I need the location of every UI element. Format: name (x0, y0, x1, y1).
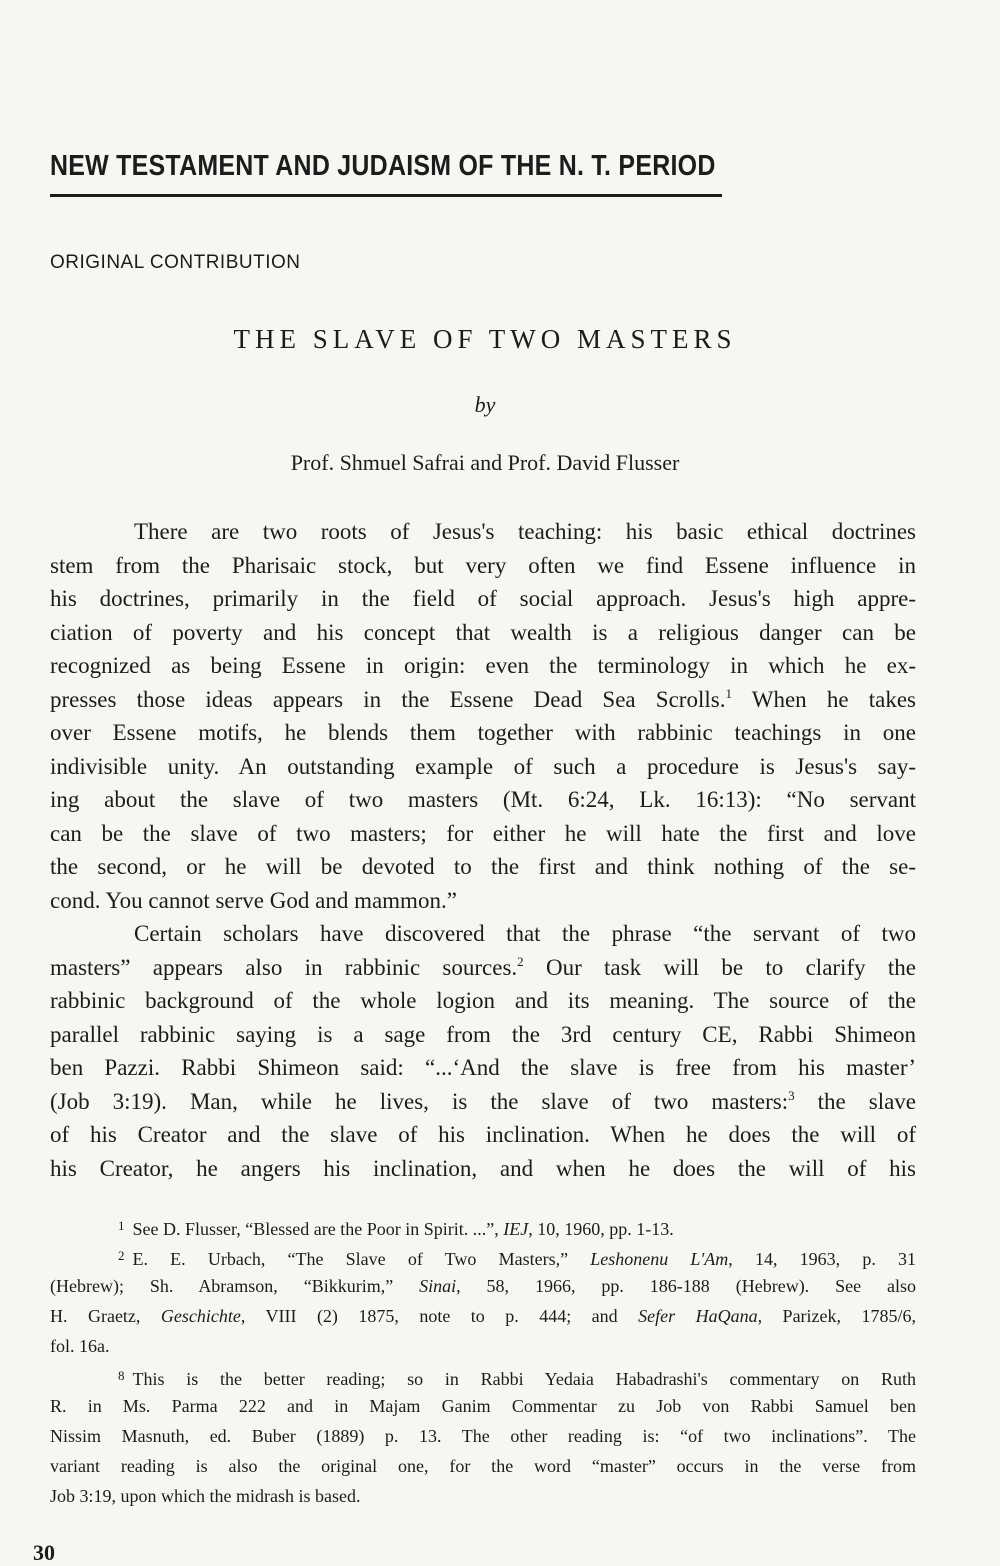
article-body (50, 515, 916, 1185)
footnote-journal: IEJ (503, 1219, 529, 1239)
footnote-line: variant reading is also the original one, for the word “master” occurs in the verse from (50, 1456, 916, 1476)
footnote-mark: 8 (118, 1368, 125, 1383)
footnote-ref-3: 3 (788, 1087, 795, 1103)
body-line: can be the slave of two masters; for either he will hate the first and love (50, 820, 916, 846)
body-text-segment: Our task will be to clarify the (523, 954, 916, 980)
body-line: cond. You cannot serve God and mammon.” (50, 887, 457, 913)
byline-by: by (474, 392, 496, 417)
body-line: Certain scholars have discovered that the phrase “the servant of two (134, 921, 916, 946)
footnote-line: Job 3:19, upon which the midrash is based. (50, 1486, 361, 1506)
footnote-text: , 10, 1960, pp. 1-13. (528, 1219, 674, 1239)
body-line (50, 951, 916, 985)
footnotes (50, 1211, 916, 1511)
body-text-segment: the slave (794, 1088, 916, 1114)
article-title: THE SLAVE OF TWO MASTERS (233, 324, 737, 354)
footnote-text: This is the better reading; so in Rabbi Yedaia Habadrashi's commentary on Ruth (132, 1369, 916, 1389)
footnote-journal: Sinai (419, 1276, 457, 1296)
footnote-text: E. E. Urbach, “The Slave of Two Masters,” (132, 1249, 591, 1269)
body-line: ciation of poverty and his concept that wealth is a religious danger can be (50, 619, 916, 645)
body-line: his Creator, he angers his inclination, and when he does the will of his (50, 1155, 916, 1181)
body-line: his doctrines, primarily in the field of social approach. Jesus's high appre- (50, 586, 916, 611)
footnote-line: fol. 16a. (50, 1336, 110, 1356)
body-line: ing about the slave of two masters (Mt. 6:24, Lk. 16:13): “No servant (50, 787, 916, 812)
footnote-book: Geschichte (160, 1306, 241, 1326)
page-number: 30 (33, 1540, 55, 1565)
footnote-3 (50, 1361, 916, 1391)
footnote-ref-2: 2 (517, 953, 524, 969)
footnote-ref-1: 1 (725, 685, 732, 701)
body-line (50, 683, 916, 717)
body-line: stem from the Pharisaic stock, but very often we find Essene influence in (50, 552, 916, 578)
body-text-segment: masters” appears also in rabbinic sources. (50, 954, 518, 980)
footnote-line: R. in Ms. Parma 222 and in Majam Ganim Commentar zu Job von Rabbi Samuel ben (50, 1396, 916, 1416)
footnote-1 (50, 1211, 916, 1241)
footnote-line (50, 1271, 916, 1301)
body-text-segment: When he takes (731, 686, 917, 712)
footnote-text: , VIII (2) 1875, note to p. 444; and (240, 1306, 639, 1326)
body-line: ben Pazzi. Rabbi Shimeon said: “...‘And the slave is free from his master’ (50, 1055, 916, 1080)
body-line: recognized as being Essene in origin: even the terminology in which he ex- (50, 653, 916, 678)
body-line (50, 1085, 916, 1119)
footnote-text: (Hebrew); Sh. Abramson, “Bikkurim,” (50, 1276, 420, 1296)
footnote-text: H. Graetz, (50, 1306, 161, 1326)
footnote-text: , 58, 1966, pp. 186-188 (Hebrew). See also (456, 1276, 917, 1296)
footnote-mark: 2 (118, 1248, 125, 1263)
body-text-segment: presses those ideas appears in the Essene Dead Sea Scrolls. (50, 686, 726, 712)
footnote-journal: Leshonenu L'Am (590, 1249, 729, 1269)
body-line: parallel rabbinic saying is a sage from the 3rd century CE, Rabbi Shimeon (50, 1021, 916, 1047)
article-kicker: ORIGINAL CONTRIBUTION (50, 252, 301, 273)
article-authors: Prof. Shmuel Safrai and Prof. David Flusser (290, 450, 680, 475)
footnote-2 (50, 1241, 916, 1271)
body-text-segment: (Job 3:19). Man, while he lives, is the slave of two masters: (50, 1088, 789, 1114)
footnote-mark: 1 (118, 1218, 125, 1233)
footnote-line (50, 1301, 916, 1331)
body-line: over Essene motifs, he blends them together with rabbinic teachings in one (50, 720, 916, 745)
footnote-line: Nissim Masnuth, ed. Buber (1889) p. 13. The other reading is: “of two inclinations”. The (50, 1426, 916, 1446)
footnote-book: Sefer HaQana (638, 1306, 758, 1326)
body-line: There are two roots of Jesus's teaching: his basic ethical doctrines (134, 519, 916, 544)
footnote-text: , 14, 1963, p. 31 (728, 1249, 916, 1269)
body-line: of his Creator and the slave of his inclination. When he does the will of (50, 1122, 916, 1147)
body-line: indivisible unity. An outstanding example of such a procedure is Jesus's say- (50, 753, 916, 779)
section-heading: NEW TESTAMENT AND JUDAISM OF THE N. T. PERIOD (50, 150, 716, 182)
footnote-text: See D. Flusser, “Blessed are the Poor in Spirit. ...”, (132, 1219, 504, 1239)
footnote-text: , Parizek, 1785/6, (757, 1306, 916, 1326)
heading-rule (50, 194, 722, 197)
body-line: rabbinic background of the whole logion and its meaning. The source of the (50, 988, 916, 1013)
body-line: the second, or he will be devoted to the first and think nothing of the se- (50, 854, 916, 879)
